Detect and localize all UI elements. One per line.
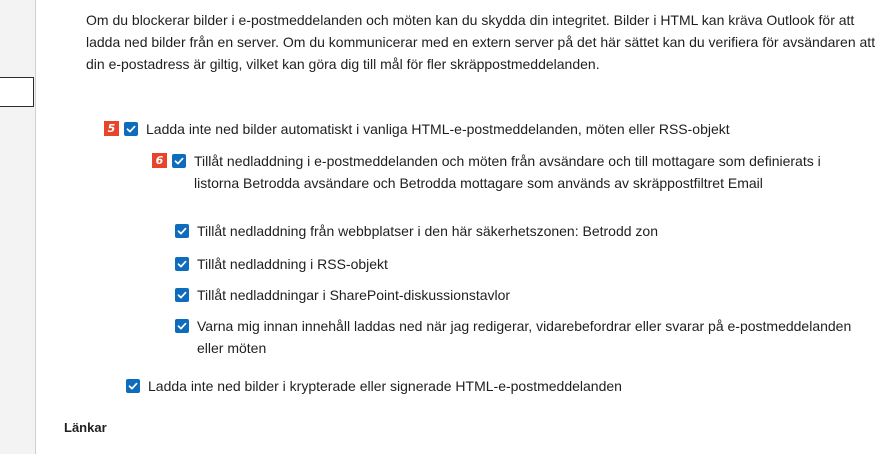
option-label: Tillåt nedladdning från webbplatser i den här säkerhetszonen: Betrodd zon <box>197 223 658 239</box>
checkbox-checked-icon[interactable] <box>175 224 189 238</box>
privacy-description: Om du blockerar bilder i e-postmeddelanden och möten kan du skydda din integritet. Bilder i HTML kan kräva Outlook för att ladda ned bilder från en server. Om du kommunicerar med en extern server på det här sättet kan du verifiera för avsändaren att din e-postadress är giltig, vilket kan göra dig till mål för fler skräppostmeddelanden. <box>86 12 876 72</box>
checkbox-checked-icon[interactable] <box>124 122 138 136</box>
option-block-auto-download[interactable] <box>104 118 874 140</box>
option-allow-rss[interactable] <box>175 253 865 275</box>
step-badge-6: 6 <box>152 153 167 168</box>
option-allow-trusted-zone[interactable] <box>175 220 865 242</box>
option-allow-safe-senders[interactable] <box>152 150 842 194</box>
option-label: Varna mig innan innehåll laddas ned när jag redigerar, vidarebefordrar eller svarar på e-postmeddelanden eller möten <box>197 318 852 356</box>
option-label: Tillåt nedladdning i RSS-objekt <box>197 256 388 272</box>
pane-divider <box>35 0 36 454</box>
category-pane <box>0 0 35 454</box>
checkbox-checked-icon[interactable] <box>175 257 189 271</box>
option-label: Tillåt nedladdning i e-postmeddelanden och möten från avsändare och till mottagare som definierats i listorna Betrodda avsändare och Betrodda mottagare som används av skräppostfiltret Email <box>194 153 821 191</box>
checkbox-checked-icon[interactable] <box>172 154 186 168</box>
option-label: Ladda inte ned bilder i krypterade eller signerade HTML-e-postmeddelanden <box>148 378 622 394</box>
option-block-encrypted[interactable] <box>126 375 866 397</box>
section-heading-links: Länkar <box>64 420 107 435</box>
option-label: Tillåt nedladdningar i SharePoint-diskussionstavlor <box>197 287 511 303</box>
checkbox-checked-icon[interactable] <box>126 379 140 393</box>
checkbox-checked-icon[interactable] <box>175 288 189 302</box>
option-warn-before-download[interactable] <box>175 315 855 359</box>
option-label: Ladda inte ned bilder automatiskt i vanliga HTML-e-postmeddelanden, möten eller RSS-objekt <box>146 121 730 137</box>
checkbox-checked-icon[interactable] <box>175 319 189 333</box>
category-item-selected[interactable] <box>0 77 34 107</box>
option-allow-sharepoint[interactable] <box>175 284 865 306</box>
step-badge-5: 5 <box>104 121 119 136</box>
